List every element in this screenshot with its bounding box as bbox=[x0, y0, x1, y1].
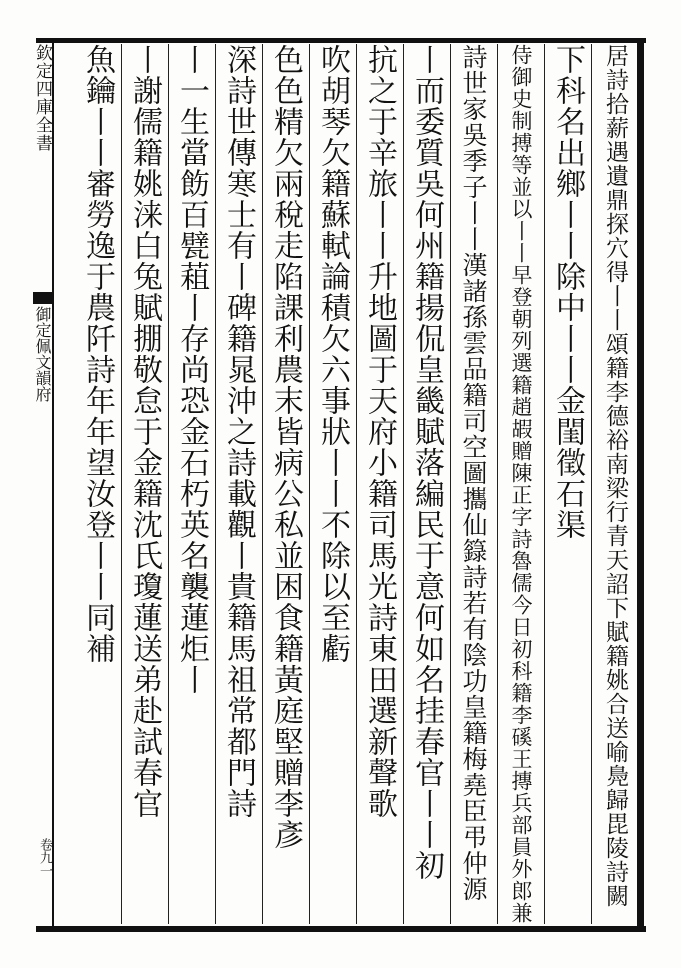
column-rule bbox=[168, 44, 169, 924]
column-rule bbox=[403, 44, 404, 924]
text-column: 魚鑰丨丨審勞逸于農阡詩年年望汝登丨丨同補 bbox=[80, 44, 115, 664]
text-body bbox=[55, 44, 635, 924]
frame-bottom-border bbox=[36, 926, 646, 932]
text-column: 詩世家吳季子丨丨漢諸孫雲品籍司空圖攜仙籙詩若有陰功皇籍梅堯臣弔仲源 bbox=[459, 44, 488, 902]
column-rule bbox=[450, 44, 451, 924]
margin-divider bbox=[52, 38, 54, 932]
column-rule bbox=[121, 44, 122, 924]
column-rule bbox=[309, 44, 310, 924]
column-rule bbox=[497, 44, 498, 924]
text-column: 侍御史制搏等並以丨丨早登朝列選籍趙嘏贈陳正字詩魯儒今日初科籍李磎王摶兵部員外郎兼 bbox=[509, 44, 533, 924]
text-column: 抗之于辛旅丨丨升地圖于天府小籍司馬光詩東田選新聲歌 bbox=[362, 44, 397, 819]
frame-top-border bbox=[36, 38, 646, 43]
fish-tail-mark bbox=[33, 292, 52, 304]
book-title: 欽定四庫全書 bbox=[32, 44, 52, 152]
text-column: 吹胡琴欠籍蘇軾論積欠六事狀丨丨不除以至虧 bbox=[315, 44, 350, 664]
frame-right-border bbox=[637, 38, 644, 932]
text-column: 居詩拾薪遇遺鼎探穴得丨丨頌籍李德裕南梁行青天詔下賦籍姚合送喻鳧歸毘陵詩闕 bbox=[602, 44, 628, 908]
page-number: 卷九一 bbox=[37, 838, 52, 877]
text-column: 丨謝儒籍姚涞白兔賦掤敬怠于金籍沈氏瓊蓮送弟赴試春官 bbox=[127, 44, 162, 819]
text-column: 丨一生當飭百甓蒩丨存尚恐金石朽英名襲蓮炬丨 bbox=[174, 44, 209, 695]
column-rule bbox=[591, 44, 592, 924]
column-rule bbox=[544, 44, 545, 924]
column-rule bbox=[215, 44, 216, 924]
text-column: 丨而委質吳何州籍揚侃皇畿賦落編民于意何如名挂春官丨丨初 bbox=[409, 44, 444, 881]
text-column: 色色精欠兩稅走陷課利農末皆病公私並困食籍黃庭堅贈李彥 bbox=[268, 44, 303, 850]
page-margin bbox=[0, 38, 52, 932]
text-column: 深詩世傳寒士有丨碑籍晁沖之詩載觀丨貴籍馬祖常都門詩 bbox=[221, 44, 256, 819]
book-subtitle: 御定佩文韻府 bbox=[33, 306, 52, 402]
text-column: 下科名出鄉丨丨除中丨丨金閨徵石渠 bbox=[550, 44, 585, 540]
column-rule bbox=[262, 44, 263, 924]
column-rule bbox=[356, 44, 357, 924]
